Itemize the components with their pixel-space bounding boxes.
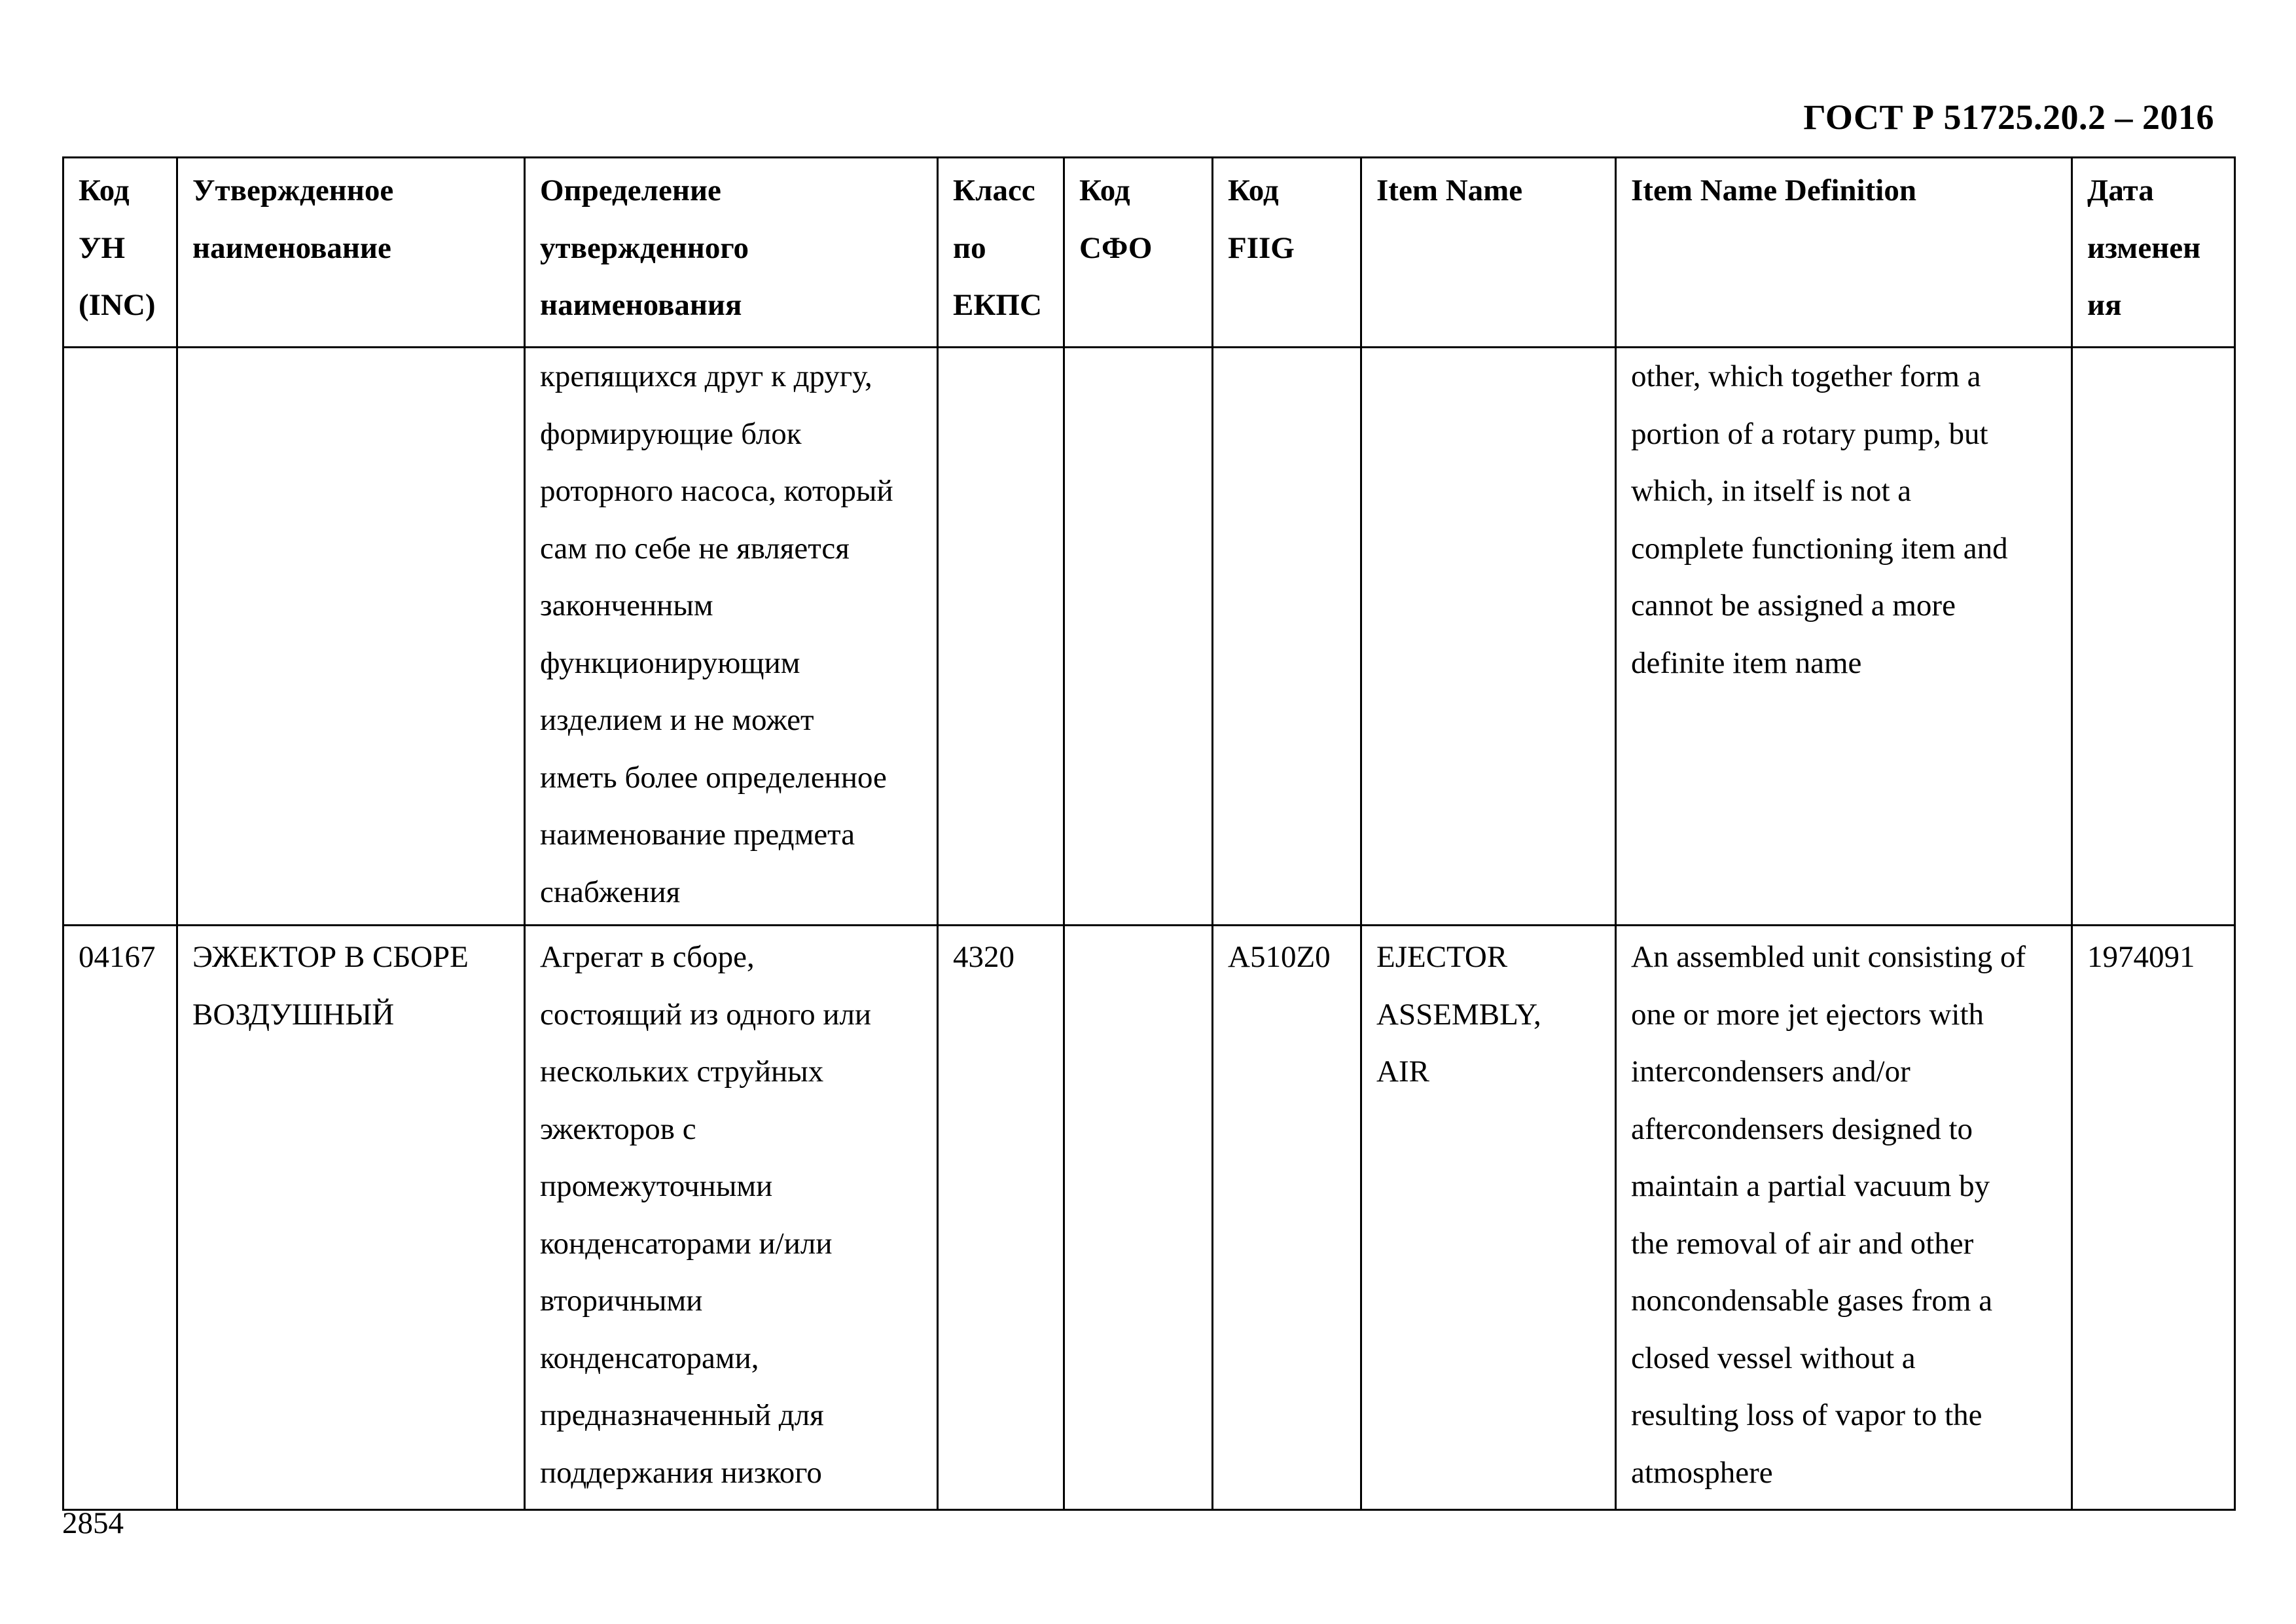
table-row (63, 926, 2235, 1510)
column-header-inc: Код УН (INC) (63, 158, 177, 348)
cell-fiig (1213, 348, 1361, 926)
column-header-item-name-definition: Item Name Definition (1616, 158, 2072, 348)
cell-approved-name (177, 348, 525, 926)
column-header-definition-ru: Определение утвержденного наименования (525, 158, 938, 348)
table-row (63, 348, 2235, 926)
cell-definition-ru: Агрегат в сборе, состоящий из одного или нескольких струйных эжекторов с промежуточными конденсаторами и/или вторичными конденсаторами, предназначенный для поддержания низкого (525, 926, 938, 1510)
page-number: 2854 (62, 1506, 124, 1540)
document-standard-header: ГОСТ Р 51725.20.2 – 2016 (1803, 98, 2214, 137)
cell-definition-en: An assembled unit consisting of one or more jet ejectors with intercondensers and/or aftercondensers designed to maintain a partial vacuum by the removal of air and other noncondensable gases from a closed vessel without a resulting loss of vapor to the atmosphere (1616, 926, 2072, 1510)
cell-definition-en: other, which together form a portion of a rotary pump, but which, in itself is not a complete functioning item and cannot be assigned a more definite item name (1616, 348, 2072, 926)
table-header-row (63, 158, 2235, 348)
column-header-approved-name: Утвержденное наименование (177, 158, 525, 348)
cell-class (938, 348, 1064, 926)
column-header-sfo: Код СФО (1064, 158, 1213, 348)
cell-inc (63, 348, 177, 926)
column-header-class: Класс по ЕКПС (938, 158, 1064, 348)
column-header-fiig: Код FIIG (1213, 158, 1361, 348)
cell-definition-ru: крепящихся друг к другу, формирующие блок роторного насоса, который сам по себе не является законченным функционирующим изделием и не может иметь более определенное наименование предмета снабжения (525, 348, 938, 926)
cell-change-date (2072, 348, 2235, 926)
classifier-table (62, 156, 2236, 1511)
cell-inc: 04167 (63, 926, 177, 1510)
cell-sfo (1064, 926, 1213, 1510)
cell-fiig: A510Z0 (1213, 926, 1361, 1510)
cell-class: 4320 (938, 926, 1064, 1510)
cell-sfo (1064, 348, 1213, 926)
cell-approved-name: ЭЖЕКТОР В СБОРЕ ВОЗДУШНЫЙ (177, 926, 525, 1510)
cell-item-name (1361, 348, 1616, 926)
column-header-item-name: Item Name (1361, 158, 1616, 348)
cell-item-name: EJECTOR ASSEMBLY, AIR (1361, 926, 1616, 1510)
cell-change-date: 1974091 (2072, 926, 2235, 1510)
column-header-change-date: Дата изменен ия (2072, 158, 2235, 348)
